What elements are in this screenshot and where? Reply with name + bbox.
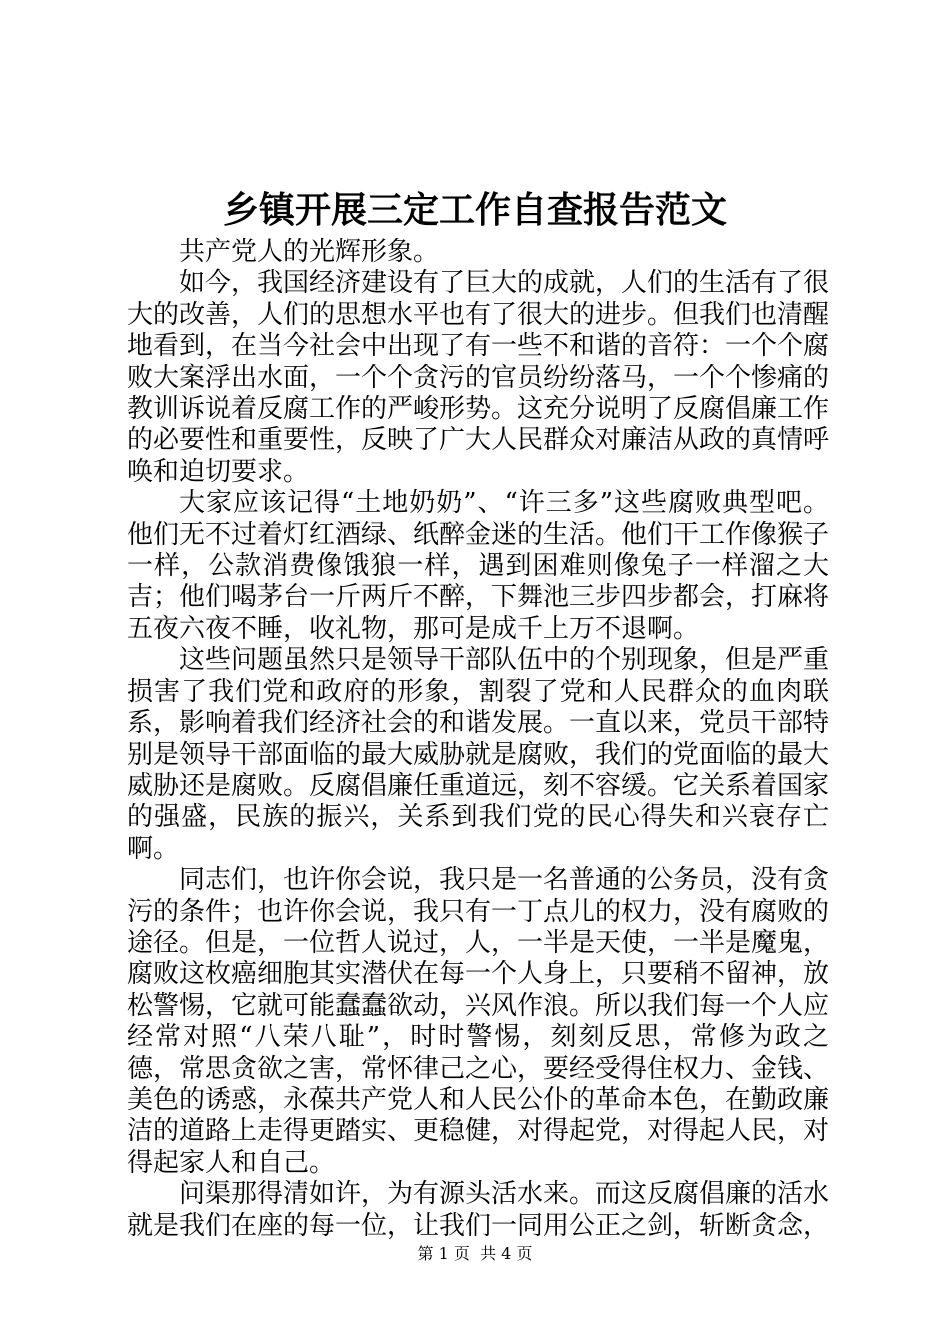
paragraph: 大家应该记得“土地奶奶”、“许三多”这些腐败典型吧。他们无不过着灯红酒绿、纸醉金迷的生活。他们干工作像猴子一样，公款消费像饿狼一样，遇到困难则像兔子一样溜之大吉；他们喝茅台一斤两斤不醉，下舞池三步四步都会，打麻将五夜六夜不睡，收礼物，那可是成千上万不退啊。 — [127, 488, 830, 644]
paragraph: 同志们，也许你会说，我只是一名普通的公务员，没有贪污的条件；也许你会说，我只有一丁点儿的权力，没有腐败的途径。但是，一位哲人说过，人，一半是天使，一半是魔鬼，腐败这枚癌细胞其实潜伏在每一个人身上，只要稍不留神，放松警惕，它就可能蠢蠢欲动，兴风作浪。所以我们每一个人应经常对照“八荣八耻”，时时警惕，刻刻反思，常修为政之德，常思贪欲之害，常怀律己之心，要经受得住权力、金钱、美色的诱惑，永葆共产党人和人民公仆的革命本色，在勤政廉洁的道路上走得更踏实、更稳健，对得起党，对得起人民，对得起家人和自己。 — [127, 865, 830, 1178]
page-number-text: 第 1 页 共 4 页 — [417, 1244, 533, 1263]
page-footer — [0, 1243, 950, 1265]
paragraph: 如今，我国经济建设有了巨大的成就，人们的生活有了很大的改善，人们的思想水平也有了很大的进步。但我们也清醒地看到，在当今社会中出现了有一些不和谐的音符：一个个腐败大案浮出水面，一个个贪污的官员纷纷落马，一个个惨痛的教训诉说着反腐工作的严峻形势。这充分说明了反腐倡廉工作的必要性和重要性，反映了广大人民群众对廉洁从政的真情呼唤和迫切要求。 — [127, 268, 830, 487]
paragraph: 共产党人的光辉形象。 — [179, 237, 440, 267]
paragraph: 这些问题虽然只是领导干部队伍中的个别现象，但是严重损害了我们党和政府的形象，割裂了党和人民群众的血肉联系，影响着我们经济社会的和谐发展。一直以来，党员干部特别是领导干部面临的最大威胁就是腐败，我们的党面临的最大威胁还是腐败。反腐倡廉任重道远，刻不容缓。它关系着国家的强盛，民族的振兴，关系到我们党的民心得失和兴衰存亡啊。 — [127, 645, 830, 864]
document-body — [127, 237, 829, 1242]
paragraph: 问渠那得清如许，为有源头活水来。而这反腐倡廉的活水就是我们在座的每一位，让我们一同用公正之剑，斩断贪念， — [127, 1179, 830, 1241]
document-title: 乡镇开展三定工作自查报告范文 — [222, 189, 727, 231]
